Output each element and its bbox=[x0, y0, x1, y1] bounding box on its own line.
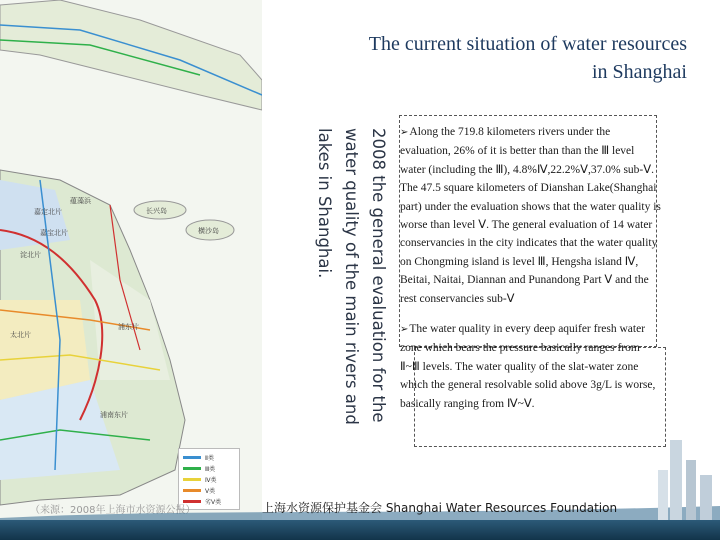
bullet-arrow-icon: ➢ bbox=[400, 127, 409, 138]
legend-swatch bbox=[183, 467, 201, 470]
legend-item bbox=[183, 485, 235, 496]
water-quality-map bbox=[0, 0, 262, 540]
paragraph-text: The water quality in every deep aquifer fresh water zone which bears the pressure basically ranges from Ⅱ~Ⅲ levels. The water quality of the slat-water zone which the general resolvable solid above 3g/L is worse, basically ranging from Ⅳ~Ⅴ. bbox=[400, 323, 656, 410]
legend-label: Ⅲ类 bbox=[205, 466, 216, 473]
map-label: 嘉宝北片 bbox=[40, 229, 68, 237]
map-label: 淀北片 bbox=[20, 251, 41, 259]
map-label: 嘉定北片 bbox=[34, 208, 62, 216]
legend-item bbox=[183, 452, 235, 463]
legend-swatch bbox=[183, 478, 201, 481]
paragraph bbox=[400, 320, 662, 413]
paragraph-text: Along the 719.8 kilometers rivers under the evaluation, 26% of it is better than than the Ⅲ level water (including the Ⅲ), 4.8%Ⅳ,22.2%Ⅴ,37.0% sub-Ⅴ. The 47.5 square kilometers of Dianshan Lake(Shanghai part) under the evaluation shows that the water quality is worse than level Ⅴ. The general evaluation of 14 water conservancies in the city indicates that the water quality on Chongming island is level Ⅲ, Hengsha island Ⅳ, Beitai, Naitai, Diannan and Punandong Part Ⅴ and the rest conservancies sub-Ⅴ bbox=[400, 126, 661, 305]
paragraph bbox=[400, 123, 662, 308]
body-text bbox=[400, 123, 662, 421]
map-label: 长兴岛 bbox=[146, 207, 167, 215]
legend-label: 劣Ⅴ类 bbox=[205, 499, 222, 506]
legend-item bbox=[183, 474, 235, 485]
map-label: 浦南东片 bbox=[100, 411, 128, 419]
vertical-heading: 2008 the general evaluation for the water quality of the main rivers and lakes in Shanghai. bbox=[315, 128, 388, 425]
bullet-arrow-icon: ➢ bbox=[400, 324, 409, 336]
footer-organization: 上海水资源保护基金会 Shanghai Water Resources Foundation bbox=[262, 501, 618, 515]
map-label: 蕴藻浜 bbox=[70, 197, 91, 205]
map-label: 横沙岛 bbox=[198, 227, 219, 235]
legend-item bbox=[183, 463, 235, 474]
legend-label: Ⅱ类 bbox=[205, 455, 214, 462]
bottom-band bbox=[0, 520, 720, 540]
map-label: 太北片 bbox=[10, 331, 31, 339]
map-source-note: （来源：2008年上海市水资源公报） bbox=[30, 505, 196, 516]
page-title: The current situation of water resources in Shanghai bbox=[368, 33, 687, 83]
legend-label: Ⅴ类 bbox=[205, 488, 216, 495]
legend-swatch bbox=[183, 456, 201, 459]
legend-swatch bbox=[183, 489, 201, 492]
map-label: 浦东片 bbox=[118, 323, 139, 331]
chongming-island bbox=[0, 0, 262, 110]
legend-label: Ⅳ类 bbox=[205, 477, 217, 484]
